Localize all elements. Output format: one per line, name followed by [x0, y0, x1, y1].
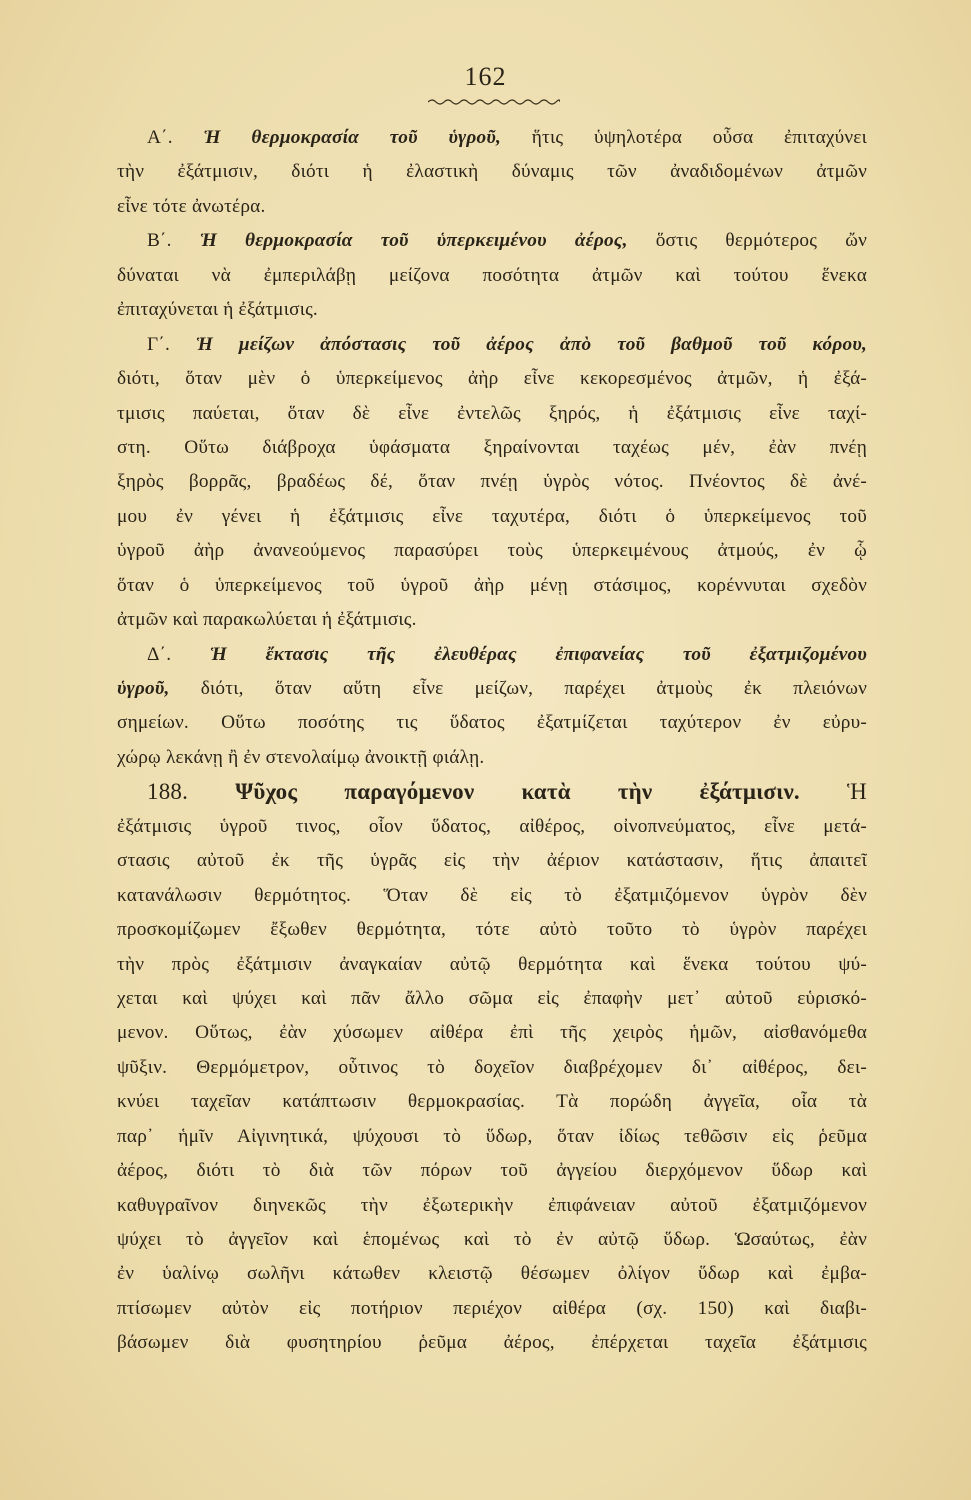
text-line: ἀτμῶν καὶ παρακωλύεται ἡ ἐξάτμισις. — [117, 609, 417, 631]
text-line: Β΄. Ἡ θερμοκρασία τοῦ ὑπερκειμένου ἀέρος, ὅστις θερμότερος ὤν — [147, 230, 867, 252]
text-line: τὴν πρὸς ἐξάτμισιν ἀναγκαίαν αὐτῷ θερμότητα καὶ ἕνεκα τούτου ψύ- — [117, 953, 867, 975]
text-line: δύναται νὰ ἐμπεριλάβῃ μείζονα ποσότητα ἀτμῶν καὶ τούτου ἕνεκα — [117, 264, 867, 286]
section-number: 188. — [147, 779, 189, 805]
text-line: διότι, ὅταν μὲν ὁ ὑπερκείμενος ἀὴρ εἶνε κεκορεσμένος ἀτμῶν, ἡ ἐξά- — [117, 368, 867, 390]
text-line: μενον. Οὕτως, ἐὰν χύσωμεν αἰθέρα ἐπὶ τῆς χειρὸς ἡμῶν, αἰσθανόμεθα — [117, 1022, 867, 1044]
page-number: 162 — [464, 62, 507, 91]
text-line: ὑγροῦ ἀὴρ ἀνανεούμενος παρασύρει τοὺς ὑπερκειμένους ἀτμούς, ἐν ᾧ — [117, 540, 867, 562]
text-line: ὅταν ὁ ὑπερκείμενος τοῦ ὑγροῦ ἀὴρ μένῃ στάσιμος, κορέννυται σχεδὸν — [117, 574, 867, 596]
text-line: τὴν ἐξάτμισιν, διότι ἡ ἐλαστικὴ δύναμις τῶν ἀναδιδομένων ἀτμῶν — [117, 161, 867, 183]
text-line: ψῦξιν. Θερμόμετρον, οὗτινος τὸ δοχεῖον διαβρέχομεν δι᾽ αἰθέρος, δει- — [117, 1056, 867, 1078]
text-line: ψύχει τὸ ἀγγεῖον καὶ ἑπομένως καὶ τὸ ἐν αὐτῷ ὕδωρ. Ὡσαύτως, ἐὰν — [117, 1229, 867, 1250]
section-heading-line: 188. Ψῦχος παραγόμενον κατὰ τὴν ἐξάτμισιν. Ἡ — [147, 779, 867, 805]
text-line: Γ΄. Ἡ μείζων ἀπόστασις τοῦ ἀέρος ἀπὸ τοῦ βαθμοῦ τοῦ κόρου, — [147, 333, 867, 355]
text-line: ξηρὸς βορρᾶς, βραδέως δέ, ὅταν πνέῃ ὑγρὸς νότος. Πνέοντος δὲ ἀνέ- — [117, 471, 867, 493]
text-line: προσκομίζωμεν ἔξωθεν θερμότητα, τότε αὐτὸ τοῦτο τὸ ὑγρὸν παρέχει — [117, 919, 867, 941]
text-line: βάσωμεν διὰ φυσητηρίου ῥεῦμα ἀέρος, ἐπέρχεται ταχεῖα ἐξάτμισις — [117, 1332, 867, 1354]
section-title: Ψῦχος παραγόμενον κατὰ τὴν ἐξάτμισιν. — [235, 779, 800, 805]
text-line: στασις αὐτοῦ ἐκ τῆς ὑγρᾶς εἰς τὴν ἀέριον κατάστασιν, ἥτις ἀπαιτεῖ — [117, 850, 867, 872]
text-line: παρ᾽ ἡμῖν Αἰγινητικά, ψύχουσι τὸ ὕδωρ, ὅταν ἰδίως τεθῶσιν εἰς ῥεῦμα — [117, 1125, 867, 1147]
text-line: τμισις παύεται, ὅταν δὲ εἶνε ἐντελῶς ξηρός, ἡ ἐξάτμισις εἶνε ταχί- — [117, 402, 867, 424]
text-line: Α΄. Ἡ θερμοκρασία τοῦ ὑγροῦ, ἥτις ὑψηλοτέρα οὖσα ἐπιταχύνει — [147, 127, 867, 148]
text-line: ἐξάτμισις ὑγροῦ τινος, οἷον ὕδατος, αἰθέρος, οἰνοπνεύματος, εἶνε μετά- — [117, 815, 867, 837]
text-line: κνύει ταχεῖαν κατάπτωσιν θερμοκρασίας. Τὰ πορώδη ἀγγεῖα, οἷα τὰ — [117, 1091, 867, 1113]
text-line: καθυγραῖνον διηνεκῶς τὴν ἐξωτερικὴν ἐπιφάνειαν αὐτοῦ ἐξατμιζόμενον — [117, 1194, 867, 1216]
text-line: ἐν ὑαλίνῳ σωλῆνι κάτωθεν κλειστῷ θέσωμεν ὀλίγον ὕδωρ καὶ ἐμβα- — [117, 1263, 867, 1285]
text-line: κατανάλωσιν θερμότητος. Ὅταν δὲ εἰς τὸ ἐξατμιζόμενον ὑγρὸν δὲν — [117, 884, 867, 906]
text-line: εἶνε τότε ἀνωτέρα. — [117, 195, 266, 217]
text-line: ἀέρος, διότι τὸ διὰ τῶν πόρων τοῦ ἀγγείου διερχόμενον ὕδωρ καὶ — [117, 1160, 867, 1182]
text-line: Δ΄. Ἡ ἔκτασις τῆς ἐλευθέρας ἐπιφανείας τοῦ ἐξατμιζομένου — [147, 643, 867, 665]
text-line: ἐπιταχύνεται ἡ ἐξάτμισις. — [117, 299, 318, 321]
ornament-wavy-rule — [428, 97, 560, 107]
text-line: χεται καὶ ψύχει καὶ πᾶν ἄλλο σῶμα εἰς ἐπαφὴν μετ᾽ αὐτοῦ εὑρισκό- — [117, 987, 867, 1009]
body-text — [117, 121, 867, 1361]
text-line: χώρῳ λεκάνῃ ἢ ἐν στενολαίμῳ ἀνοικτῇ φιάλῃ. — [117, 746, 485, 768]
text-line: στη. Οὕτω διάβροχα ὑφάσματα ξηραίνονται ταχέως μέν, ἐὰν πνέῃ — [117, 436, 867, 458]
text-line: μου ἐν γένει ἡ ἐξάτμισις εἶνε ταχυτέρα, διότι ὁ ὑπερκείμενος τοῦ — [117, 505, 867, 527]
text-line: ὑγροῦ, διότι, ὅταν αὕτη εἶνε μείζων, παρέχει ἀτμοὺς ἐκ πλειόνων — [117, 678, 867, 699]
text-line: πτίσωμεν αὐτὸν εἰς ποτήριον περιέχον αἰθέρα (σχ. 150) καὶ διαβι- — [117, 1297, 867, 1319]
text-line: σημείων. Οὕτω ποσότης τις ὕδατος ἐξατμίζεται ταχύτερον ἐν εὐρυ- — [117, 712, 867, 734]
